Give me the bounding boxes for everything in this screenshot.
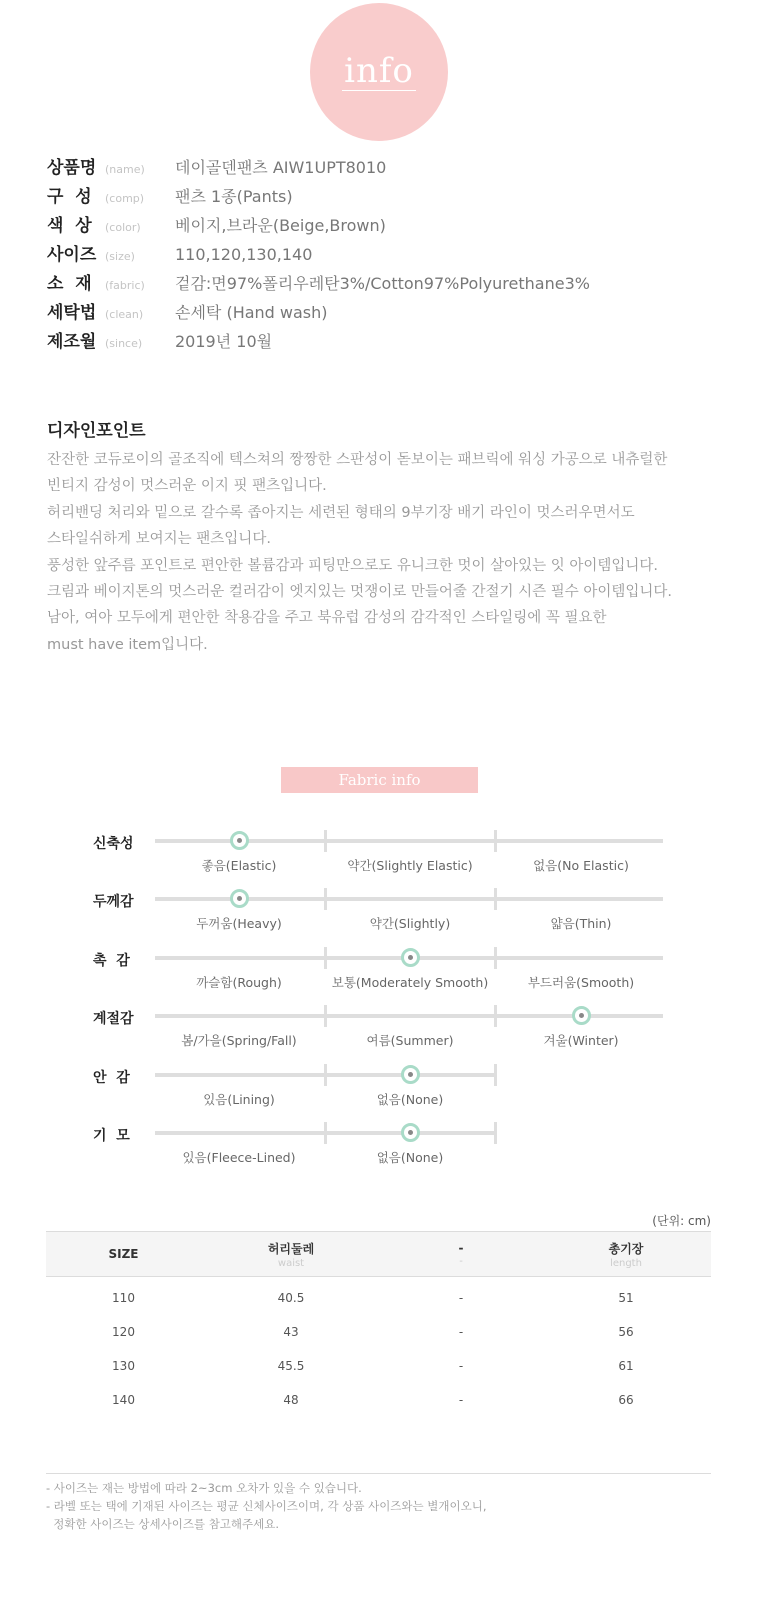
size-unit: (단위: cm)	[652, 1214, 711, 1228]
spec-list	[47, 153, 590, 356]
fabric-row	[0, 836, 780, 891]
table-cell: 66	[618, 1393, 634, 1407]
table-row	[46, 1383, 711, 1417]
spec-label: 소 재	[47, 274, 92, 294]
design-line: 빈티지 감성이 멋스러운 이지 핏 팬츠입니다.	[47, 478, 327, 495]
spec-sub: (clean)	[105, 308, 144, 321]
col-header-waist: 허리둘레 waist	[201, 1232, 381, 1277]
scale-option: 보통(Moderately Smooth)	[331, 974, 489, 990]
design-line: 허리밴딩 처리와 밑으로 갈수록 좁아지는 세련된 형태의 9부기장 배기 라인이 멋스러우면서도	[47, 504, 635, 521]
spec-value: 손세탁 (Hand wash)	[175, 303, 328, 322]
fabric-row-label: 두께감	[93, 894, 134, 911]
table-cell: 56	[618, 1325, 634, 1339]
spec-label: 상품명	[47, 158, 97, 178]
spec-sub: (comp)	[105, 192, 145, 205]
selected-marker-icon	[401, 1065, 420, 1084]
size-table	[46, 1231, 711, 1417]
spec-value: 2019년 10월	[175, 332, 273, 351]
fabric-row-label: 안 감	[93, 1069, 130, 1086]
fabric-row	[0, 1069, 780, 1125]
table-cell: 40.5	[277, 1291, 305, 1305]
scale-tick	[494, 1005, 497, 1027]
spec-value: 110,120,130,140	[175, 245, 313, 264]
scale-tick	[494, 1064, 497, 1086]
table-cell: -	[458, 1291, 464, 1305]
design-point-section	[47, 416, 737, 658]
design-line: 잔잔한 코듀로이의 골조직에 텍스쳐의 짱짱한 스판성이 돋보이는 패브릭에 워싱 가공으로 내츄럴한	[47, 452, 668, 468]
scale-tick	[494, 1122, 497, 1144]
scale-tick	[324, 1122, 327, 1144]
col-sub: -	[459, 1256, 463, 1267]
scale-option: 있음(Fleece-Lined)	[182, 1150, 296, 1165]
size-table-header	[46, 1232, 711, 1277]
scale-option: 겨울(Winter)	[543, 1033, 619, 1049]
spec-row-fabric	[47, 269, 590, 298]
scale-option: 약간(Slightly)	[369, 916, 451, 932]
spec-sub: (size)	[105, 250, 135, 263]
fabric-row	[0, 1011, 780, 1066]
table-row	[46, 1277, 711, 1316]
spec-sub: (fabric)	[105, 279, 145, 292]
spec-label: 세탁법	[47, 303, 97, 323]
col-sub: length	[610, 1257, 642, 1269]
spec-row-clean	[47, 298, 590, 327]
spec-row-color	[47, 211, 590, 240]
selected-marker-icon	[401, 948, 420, 967]
spec-value: 겉감:면97%폴리우레탄3%/Cotton97%Polyurethane3%	[175, 274, 590, 293]
scale-option: 얇음(Thin)	[550, 916, 612, 932]
fabric-row	[0, 1128, 780, 1183]
table-cell: 130	[112, 1359, 135, 1373]
scale-tick	[324, 947, 327, 969]
scale-option: 있음(Lining)	[203, 1091, 275, 1107]
spec-value: 팬츠 1종(Pants)	[175, 187, 293, 206]
design-line: 풍성한 앞주름 포인트로 편안한 볼륨감과 피팅만으로도 유니크한 멋이 살아있는 잇 아이템입니다.	[47, 557, 658, 574]
spec-row-since	[47, 327, 590, 356]
selected-marker-icon	[401, 1123, 420, 1142]
scale-option: 두꺼움(Heavy)	[196, 916, 282, 932]
scale-option: 까슬함(Rough)	[196, 974, 282, 990]
fabric-row-label: 계절감	[93, 1011, 134, 1028]
fabric-row	[0, 952, 780, 1008]
selected-marker-icon	[230, 889, 249, 908]
fabric-row-label: 기 모	[93, 1128, 130, 1144]
fabric-info-title: Fabric info	[281, 767, 478, 793]
selected-marker-icon	[572, 1006, 591, 1025]
scale-tick	[324, 830, 327, 852]
table-cell: 43	[283, 1325, 299, 1339]
fabric-row-label: 신축성	[93, 836, 134, 852]
table-cell: 61	[618, 1359, 634, 1373]
scale-tick	[494, 830, 497, 852]
spec-label: 사이즈	[47, 245, 97, 265]
spec-value: 데이골덴팬츠 AIW1UPT8010	[175, 158, 387, 177]
size-notes	[46, 1473, 711, 1533]
spec-row-comp	[47, 182, 590, 211]
spec-row-name	[47, 153, 590, 182]
table-row	[46, 1315, 711, 1349]
scale-option: 없음(No Elastic)	[533, 858, 629, 873]
table-row	[46, 1349, 711, 1383]
table-cell: 140	[112, 1393, 135, 1407]
note-line: - 라벨 또는 택에 기재된 사이즈는 평균 신체사이즈이며, 각 상품 사이즈와는 별개이오니,	[46, 1499, 487, 1513]
spec-label: 색 상	[47, 216, 92, 236]
table-cell: 48	[283, 1393, 299, 1407]
scale-option: 봄/가을(Spring/Fall)	[181, 1033, 297, 1049]
fabric-row	[0, 894, 780, 949]
note-line: 정확한 사이즈는 상세사이즈를 참고해주세요.	[46, 1517, 280, 1531]
scale-option: 좋음(Elastic)	[201, 858, 277, 873]
spec-value: 베이지,브라운(Beige,Brown)	[175, 216, 386, 235]
design-line: 스타일쉬하게 보여지는 팬츠입니다.	[47, 531, 271, 548]
table-cell: -	[458, 1393, 464, 1407]
info-title: info	[344, 50, 414, 91]
col-header-size: SIZE	[46, 1232, 201, 1277]
design-line: 크림과 베이지톤의 멋스러운 컬러감이 엣지있는 멋쟁이로 만들어줄 간절기 시즌 필수 아이템입니다.	[47, 584, 672, 601]
table-cell: 120	[112, 1325, 135, 1339]
spec-label: 구 성	[47, 187, 92, 207]
selected-marker-icon	[230, 831, 249, 850]
scale-tick	[324, 888, 327, 910]
table-cell: 45.5	[277, 1359, 305, 1373]
scale-tick	[494, 888, 497, 910]
scale-tick	[494, 947, 497, 969]
col-sub: waist	[277, 1257, 305, 1269]
table-cell: 110	[112, 1291, 135, 1305]
table-cell: -	[458, 1325, 464, 1339]
table-cell: 51	[618, 1291, 634, 1305]
scale-option: 약간(Slightly Elastic)	[347, 858, 473, 873]
col-header-blank: - -	[381, 1232, 541, 1277]
table-cell: -	[458, 1359, 464, 1373]
spec-sub: (since)	[105, 337, 143, 350]
scale-tick	[324, 1064, 327, 1086]
design-point-title: 디자인포인트	[47, 421, 146, 441]
spec-label: 제조월	[47, 332, 97, 352]
scale-option: 없음(None)	[376, 1150, 444, 1165]
spec-sub: (color)	[105, 221, 141, 234]
scale-option: 없음(None)	[376, 1091, 444, 1107]
spec-sub: (name)	[105, 163, 145, 176]
spec-row-size	[47, 240, 590, 269]
info-badge	[310, 3, 448, 141]
design-line: 남아, 여아 모두에게 편안한 착용감을 주고 북유럽 감성의 감각적인 스타일링에 꼭 필요한	[47, 610, 607, 627]
scale-option: 여름(Summer)	[366, 1033, 454, 1049]
scale-tick	[324, 1005, 327, 1027]
design-line: must have item입니다.	[47, 636, 208, 653]
col-header-length: 총기장 length	[541, 1232, 711, 1277]
scale-option: 부드러움(Smooth)	[527, 974, 635, 990]
note-line: - 사이즈는 재는 방법에 따라 2~3cm 오차가 있을 수 있습니다.	[46, 1481, 362, 1495]
fabric-row-label: 촉 감	[93, 952, 130, 969]
